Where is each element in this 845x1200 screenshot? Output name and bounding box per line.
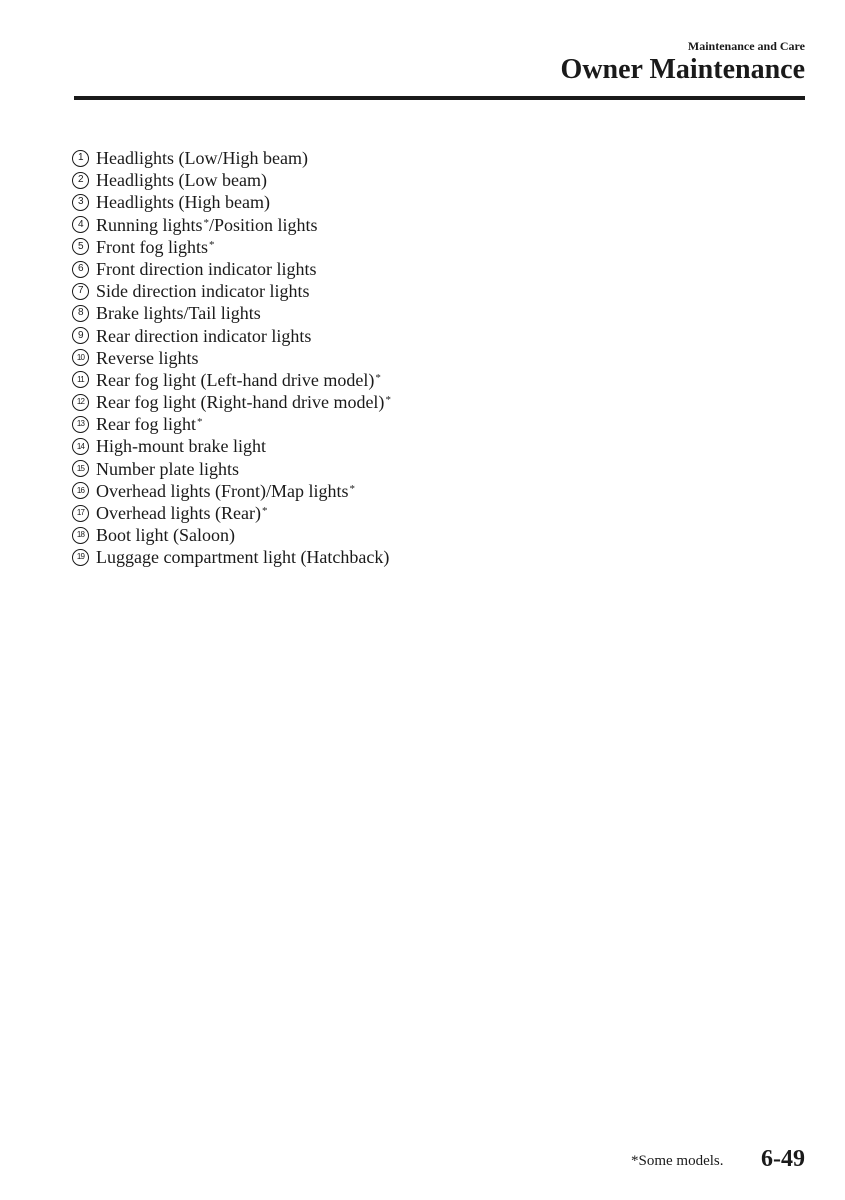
list-item — [72, 347, 391, 369]
item-label: Brake lights/Tail lights — [96, 303, 261, 324]
item-label: Rear direction indicator lights — [96, 325, 312, 346]
section-label: Maintenance and Care — [687, 39, 805, 53]
item-label: Front direction indicator lights — [96, 258, 317, 279]
item-number-badge: 17 — [72, 505, 89, 522]
list-item: 12 Rear fog light (Right-hand drive model) * — [72, 391, 391, 413]
list-item — [72, 169, 391, 191]
page-title: Owner Maintenance — [560, 54, 805, 85]
list-item — [72, 302, 391, 324]
list-item — [72, 258, 391, 280]
list-item — [72, 546, 391, 568]
item-number-badge: 15 — [72, 460, 89, 477]
item-number-badge: 14 — [72, 438, 89, 455]
item-label: Running lights — [96, 214, 203, 235]
item-number-badge: 4 — [72, 216, 89, 233]
item-number-badge: 16 — [72, 482, 89, 499]
item-label: Side direction indicator lights — [96, 281, 310, 302]
item-number-badge: 3 — [72, 194, 89, 211]
item-label: Headlights (Low beam) — [96, 170, 267, 191]
item-label: Boot light (Saloon) — [96, 525, 235, 546]
list-item — [72, 191, 391, 213]
list-item — [72, 325, 391, 347]
lights-list — [72, 147, 391, 569]
item-label: Front fog lights — [96, 236, 209, 257]
item-number-badge: 18 — [72, 527, 89, 544]
footnote: *Some models. — [631, 1153, 724, 1169]
item-number-badge: 2 — [72, 172, 89, 189]
item-label: Reverse lights — [96, 347, 199, 368]
list-item: 5 Front fog lights * — [72, 236, 391, 258]
list-item: 11 Rear fog light (Left-hand drive model) * — [72, 369, 391, 391]
item-label-continued: /Position lights — [209, 214, 318, 235]
item-number-badge: 11 — [72, 371, 89, 388]
item-label: Rear fog light (Left-hand drive model) — [96, 369, 375, 390]
item-number-badge: 19 — [72, 549, 89, 566]
item-number-badge: 9 — [72, 327, 89, 344]
list-item: 13 Rear fog light * — [72, 413, 391, 435]
item-number-badge: 6 — [72, 261, 89, 278]
item-number-badge: 10 — [72, 349, 89, 366]
item-number-badge: 13 — [72, 416, 89, 433]
item-label: Rear fog light — [96, 414, 196, 435]
item-number-badge: 1 — [72, 150, 89, 167]
item-number-badge: 12 — [72, 394, 89, 411]
header-divider — [74, 96, 805, 100]
list-item: 16 Overhead lights (Front)/Map lights * — [72, 480, 391, 502]
page-number: 6-49 — [761, 1146, 805, 1172]
item-number-badge: 5 — [72, 238, 89, 255]
item-label: Headlights (Low/High beam) — [96, 148, 308, 168]
item-label: Luggage compartment light (Hatchback) — [96, 547, 390, 568]
item-label: High-mount brake light — [96, 436, 266, 457]
list-item: 17 Overhead lights (Rear) * — [72, 502, 391, 524]
list-item — [72, 524, 391, 546]
list-item: 4 Running lights * /Position lights — [72, 214, 391, 236]
item-label: Rear fog light (Right-hand drive model) — [96, 392, 385, 413]
item-label: Overhead lights (Front)/Map lights — [96, 480, 349, 501]
item-number-badge: 7 — [72, 283, 89, 300]
list-item — [72, 280, 391, 302]
list-item — [72, 147, 391, 169]
list-item — [72, 458, 391, 480]
item-label: Overhead lights (Rear) — [96, 503, 261, 523]
item-label: Headlights (High beam) — [96, 192, 270, 213]
item-number-badge: 8 — [72, 305, 89, 322]
item-label: Number plate lights — [96, 458, 239, 479]
list-item — [72, 435, 391, 457]
